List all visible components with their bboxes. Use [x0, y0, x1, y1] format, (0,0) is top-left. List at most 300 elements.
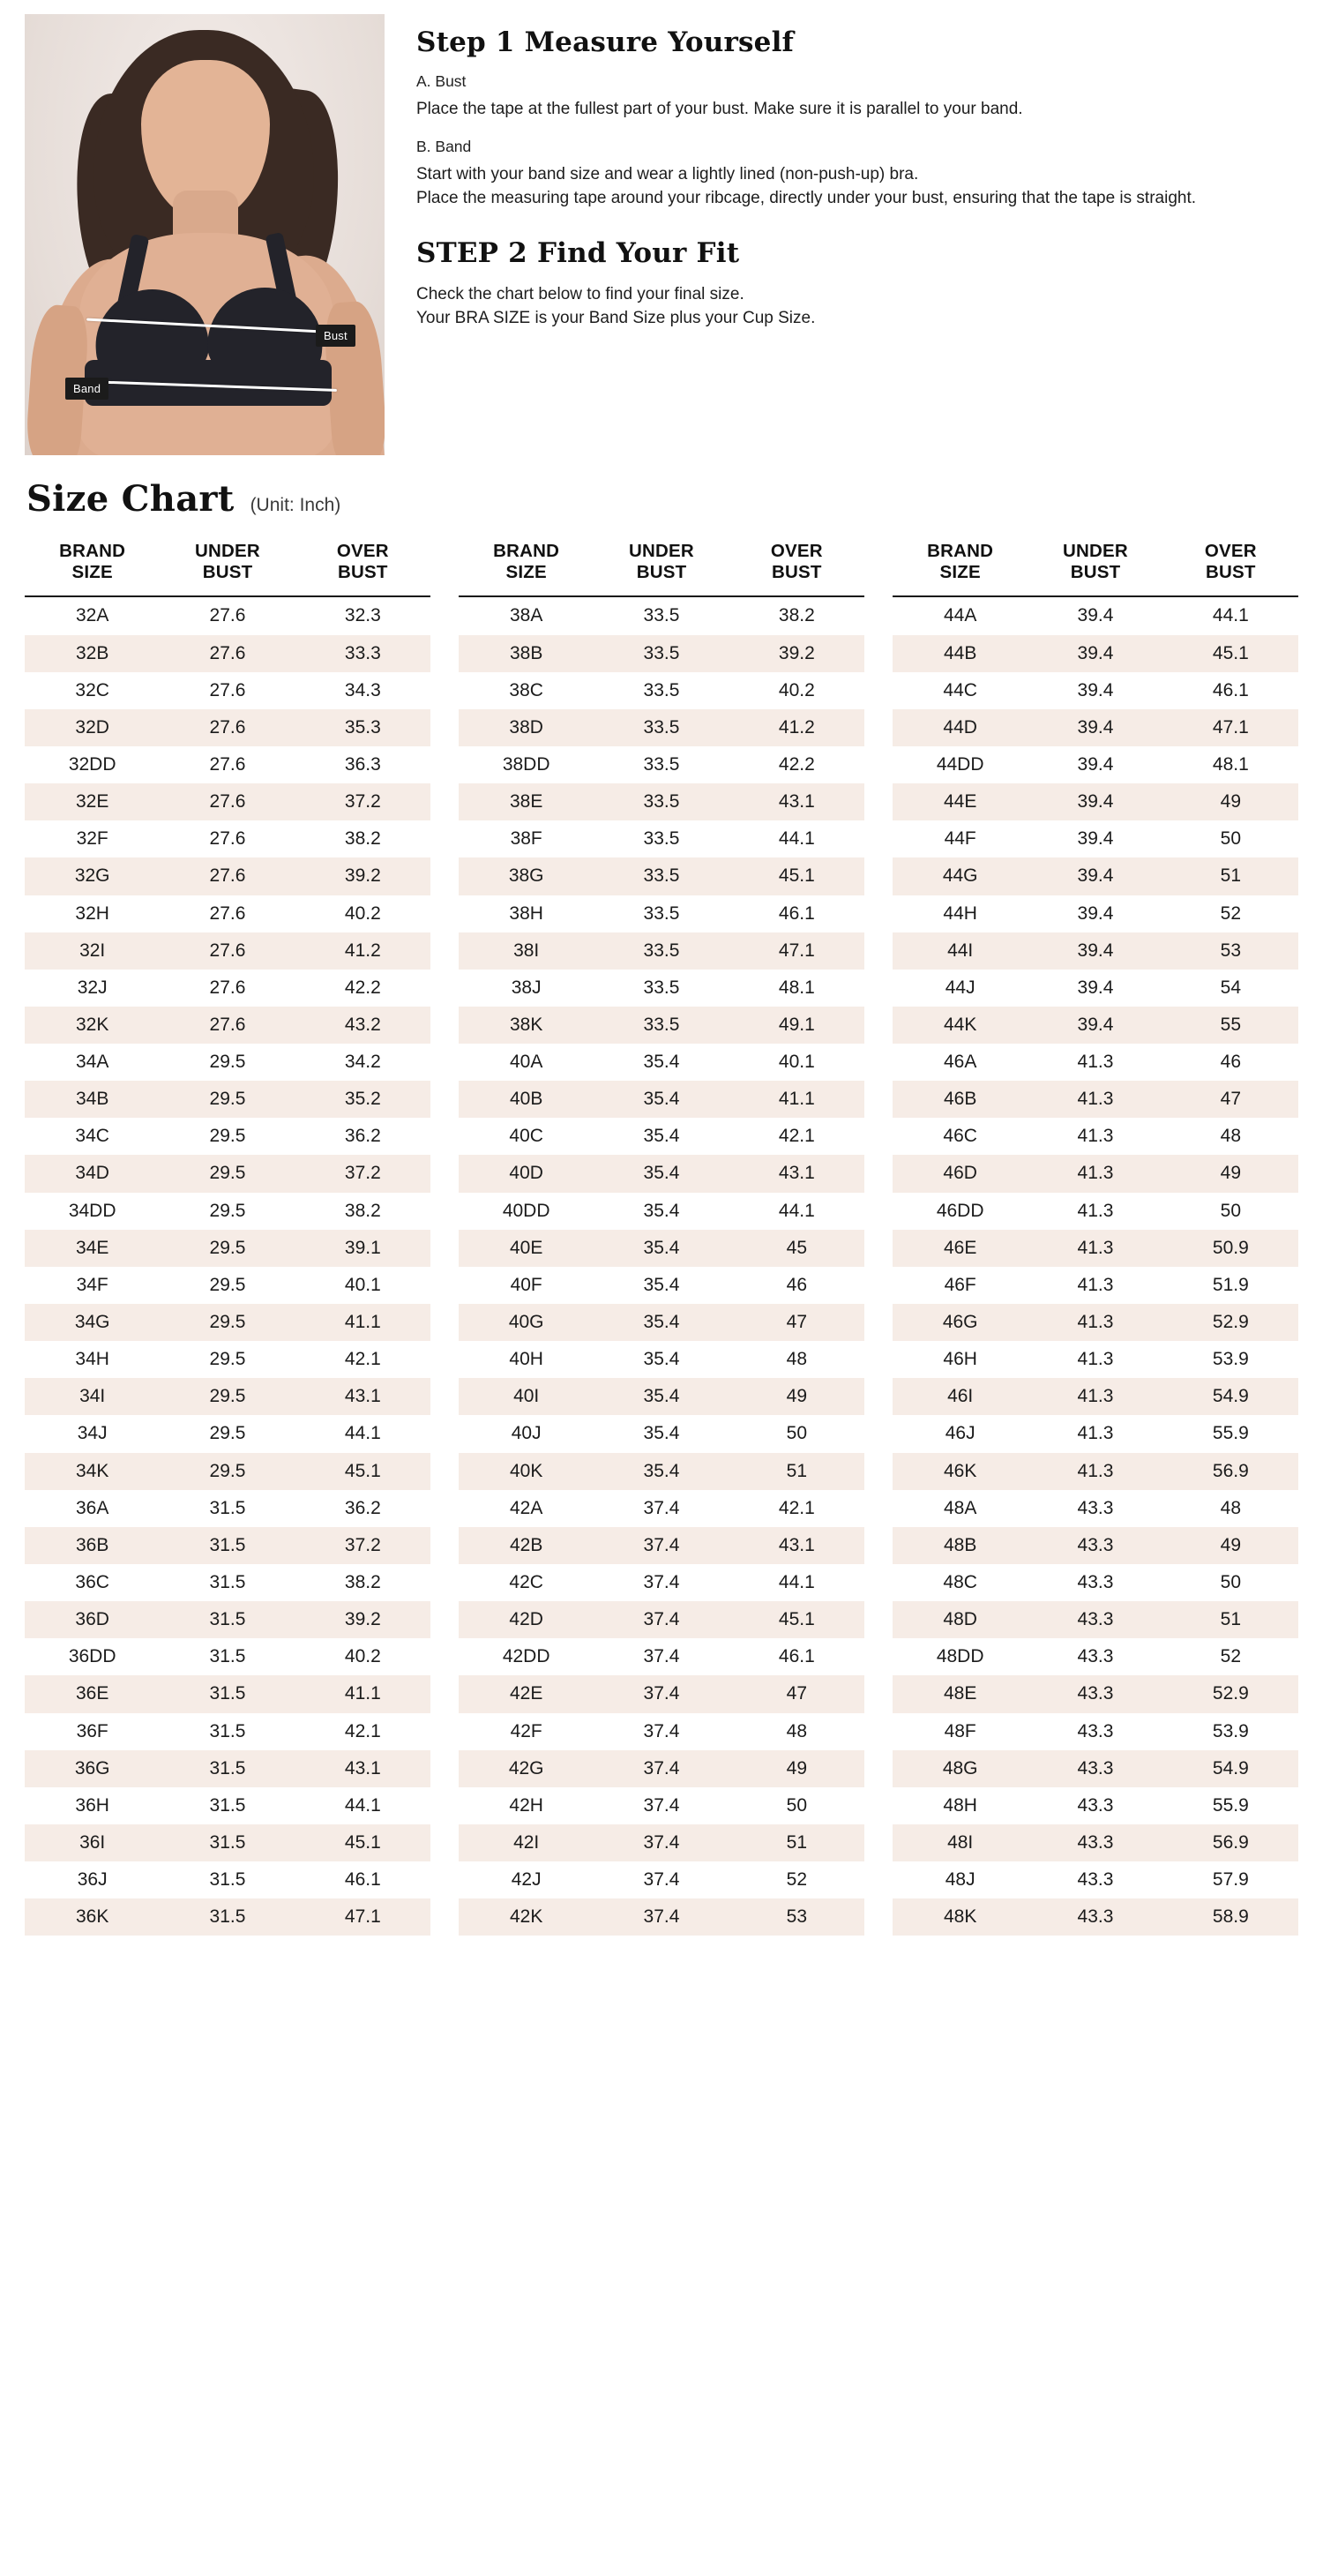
cell-under-bust: 27.6	[209, 716, 246, 738]
table-row	[893, 1044, 1298, 1081]
table-row	[25, 1750, 430, 1787]
cell-over-bust: 53.9	[1212, 1720, 1249, 1741]
cell-brand-size: 32B	[75, 642, 109, 663]
col-header-line: SIZE	[939, 562, 981, 583]
cell-brand-size: 38C	[509, 679, 543, 700]
cell-over-bust: 46	[1220, 1052, 1241, 1073]
table-row	[459, 1453, 864, 1490]
measure-instructions-section	[0, 0, 1323, 455]
table-row	[893, 783, 1298, 820]
cell-over-bust: 52	[786, 1869, 807, 1891]
cell-over-bust: 44.1	[344, 1794, 381, 1816]
table-row	[25, 1044, 430, 1081]
col-header-line: OVER	[1204, 541, 1257, 561]
table-row	[25, 1378, 430, 1415]
cell-brand-size: 40DD	[502, 1200, 550, 1221]
table-row	[459, 1787, 864, 1824]
col-header-line: BUST	[772, 562, 822, 583]
table-row	[893, 1713, 1298, 1750]
cell-over-bust: 42.1	[344, 1720, 381, 1741]
col-header-line: BUST	[1070, 562, 1121, 583]
cell-brand-size: 42F	[510, 1720, 542, 1741]
cell-over-bust: 39.2	[344, 865, 381, 887]
cell-over-bust: 48	[1220, 1126, 1241, 1147]
cell-brand-size: 44H	[943, 902, 977, 924]
cell-over-bust: 42.1	[344, 1349, 381, 1370]
table-row	[459, 783, 864, 820]
cell-under-bust: 43.3	[1077, 1497, 1114, 1518]
cell-under-bust: 39.4	[1077, 679, 1114, 700]
cell-brand-size: 40D	[509, 1163, 543, 1184]
cell-under-bust: 31.5	[209, 1646, 246, 1667]
cell-under-bust: 43.3	[1077, 1757, 1114, 1778]
cell-brand-size: 48B	[943, 1534, 977, 1555]
cell-over-bust: 54.9	[1212, 1386, 1249, 1407]
cell-brand-size: 40H	[509, 1349, 543, 1370]
table-row	[459, 1638, 864, 1675]
cell-brand-size: 46K	[943, 1460, 977, 1481]
cell-over-bust: 44.1	[778, 1200, 815, 1221]
cell-under-bust: 35.4	[643, 1349, 680, 1370]
cell-under-bust: 41.3	[1077, 1089, 1114, 1110]
size-table-1	[25, 532, 430, 1936]
cell-brand-size: 34A	[75, 1052, 109, 1073]
table-row	[25, 1193, 430, 1230]
table-row	[893, 1453, 1298, 1490]
table-row	[25, 709, 430, 746]
table-row	[25, 1341, 430, 1378]
table-row	[893, 1750, 1298, 1787]
cell-brand-size: 40C	[509, 1126, 543, 1147]
band-sublabel: B. Band	[416, 137, 472, 155]
table-row	[25, 1638, 430, 1675]
cell-over-bust: 47	[1220, 1089, 1241, 1110]
col-header-under-bust	[594, 532, 729, 596]
table-row	[893, 1081, 1298, 1118]
table-row	[459, 1267, 864, 1304]
table-row	[25, 1824, 430, 1861]
cell-over-bust: 36.2	[344, 1126, 381, 1147]
cell-brand-size: 32G	[74, 865, 110, 887]
cell-under-bust: 39.4	[1077, 642, 1114, 663]
cell-over-bust: 50	[1220, 828, 1241, 850]
size-chart-header	[0, 455, 1323, 532]
cell-brand-size: 40E	[509, 1237, 543, 1258]
cell-under-bust: 35.4	[643, 1386, 680, 1407]
band-instruction-line2: Place the measuring tape around your ribcage, directly under your bust, ensuring that the tape is straight.	[416, 188, 1197, 207]
cell-under-bust: 43.3	[1077, 1683, 1114, 1704]
cell-under-bust: 29.5	[209, 1386, 246, 1407]
cell-over-bust: 45.1	[778, 865, 815, 887]
cell-over-bust: 40.1	[344, 1274, 381, 1295]
cell-under-bust: 31.5	[209, 1869, 246, 1891]
table-row	[25, 1861, 430, 1898]
table-row	[25, 820, 430, 857]
table-row	[893, 1490, 1298, 1527]
cell-brand-size: 32K	[75, 1014, 109, 1035]
table-row	[25, 1601, 430, 1638]
cell-under-bust: 29.5	[209, 1126, 246, 1147]
cell-under-bust: 39.4	[1077, 1014, 1114, 1035]
table-row	[459, 1527, 864, 1564]
cell-under-bust: 37.4	[643, 1720, 680, 1741]
cell-brand-size: 48DD	[936, 1646, 984, 1667]
table-row	[459, 1304, 864, 1341]
cell-brand-size: 46A	[943, 1052, 977, 1073]
cell-brand-size: 48I	[947, 1832, 974, 1853]
cell-brand-size: 44I	[947, 940, 974, 961]
cell-brand-size: 34B	[75, 1089, 109, 1110]
cell-brand-size: 48C	[943, 1572, 977, 1593]
cell-over-bust: 42.1	[778, 1126, 815, 1147]
cell-brand-size: 42B	[509, 1534, 543, 1555]
cell-over-bust: 41.1	[778, 1089, 815, 1110]
cell-over-bust: 43.1	[778, 1163, 815, 1184]
cell-under-bust: 35.4	[643, 1052, 680, 1073]
table-row	[25, 1304, 430, 1341]
cell-under-bust: 29.5	[209, 1274, 246, 1295]
cell-over-bust: 47.1	[1212, 716, 1249, 738]
cell-over-bust: 49	[1220, 1534, 1241, 1555]
cell-under-bust: 33.5	[643, 753, 680, 775]
cell-under-bust: 29.5	[209, 1312, 246, 1333]
cell-under-bust: 39.4	[1077, 753, 1114, 775]
table-row	[893, 1341, 1298, 1378]
cell-brand-size: 38K	[509, 1014, 543, 1035]
table-row	[459, 1081, 864, 1118]
table-row	[459, 1601, 864, 1638]
table-row	[25, 635, 430, 672]
cell-over-bust: 42.1	[778, 1497, 815, 1518]
cell-brand-size: 48D	[943, 1609, 977, 1630]
cell-over-bust: 51	[786, 1832, 807, 1853]
col-header-line: OVER	[770, 541, 823, 561]
table-row	[893, 635, 1298, 672]
size-tables	[0, 532, 1323, 1960]
cell-brand-size: 40I	[513, 1386, 540, 1407]
cell-over-bust: 47	[786, 1683, 807, 1704]
cell-under-bust: 43.3	[1077, 1906, 1114, 1928]
table-row	[459, 672, 864, 709]
cell-over-bust: 53	[786, 1906, 807, 1928]
cell-over-bust: 57.9	[1212, 1869, 1249, 1891]
table-row	[25, 1713, 430, 1750]
cell-over-bust: 58.9	[1212, 1906, 1249, 1928]
table-row	[25, 1230, 430, 1267]
cell-under-bust: 33.5	[643, 716, 680, 738]
cell-brand-size: 38J	[511, 977, 542, 998]
cell-under-bust: 41.3	[1077, 1460, 1114, 1481]
cell-over-bust: 46.1	[344, 1869, 381, 1891]
cell-brand-size: 42I	[513, 1832, 540, 1853]
cell-brand-size: 32F	[76, 828, 108, 850]
cell-brand-size: 46F	[944, 1274, 976, 1295]
cell-over-bust: 53	[1220, 940, 1241, 961]
cell-brand-size: 42G	[508, 1757, 544, 1778]
table-row	[25, 932, 430, 970]
cell-over-bust: 44.1	[344, 1423, 381, 1444]
cell-over-bust: 40.2	[344, 902, 381, 924]
cell-over-bust: 35.2	[344, 1089, 381, 1110]
table-row	[459, 1007, 864, 1044]
cell-over-bust: 38.2	[778, 605, 815, 626]
cell-under-bust: 27.6	[209, 642, 246, 663]
cell-under-bust: 35.4	[643, 1423, 680, 1444]
cell-brand-size: 36B	[75, 1534, 109, 1555]
cell-brand-size: 46J	[945, 1423, 975, 1444]
cell-brand-size: 48G	[942, 1757, 978, 1778]
cell-brand-size: 44B	[943, 642, 977, 663]
cell-brand-size: 38A	[509, 605, 543, 626]
cell-under-bust: 29.5	[209, 1349, 246, 1370]
table-row	[459, 857, 864, 895]
cell-under-bust: 39.4	[1077, 865, 1114, 887]
cell-brand-size: 32J	[77, 977, 108, 998]
cell-under-bust: 43.3	[1077, 1832, 1114, 1853]
cell-over-bust: 52.9	[1212, 1683, 1249, 1704]
cell-over-bust: 45.1	[344, 1460, 381, 1481]
cell-under-bust: 41.3	[1077, 1237, 1114, 1258]
cell-under-bust: 43.3	[1077, 1534, 1114, 1555]
cell-under-bust: 35.4	[643, 1312, 680, 1333]
cell-brand-size: 36G	[74, 1757, 110, 1778]
cell-under-bust: 37.4	[643, 1832, 680, 1853]
cell-under-bust: 33.5	[643, 642, 680, 663]
cell-over-bust: 39.2	[778, 642, 815, 663]
cell-under-bust: 43.3	[1077, 1794, 1114, 1816]
cell-over-bust: 49.1	[778, 1014, 815, 1035]
cell-over-bust: 47.1	[344, 1906, 381, 1928]
cell-under-bust: 27.6	[209, 679, 246, 700]
cell-brand-size: 34E	[75, 1237, 109, 1258]
cell-under-bust: 29.5	[209, 1089, 246, 1110]
cell-brand-size: 36J	[77, 1869, 108, 1891]
cell-over-bust: 43.2	[344, 1014, 381, 1035]
table-row	[893, 1675, 1298, 1712]
table-row	[893, 820, 1298, 857]
table-row	[459, 1490, 864, 1527]
cell-under-bust: 41.3	[1077, 1126, 1114, 1147]
cell-over-bust: 48	[786, 1720, 807, 1741]
table-row	[893, 1527, 1298, 1564]
table-row	[459, 932, 864, 970]
cell-under-bust: 27.6	[209, 791, 246, 812]
step2-line1: Check the chart below to find your final size.	[416, 284, 744, 303]
cell-over-bust: 40.1	[778, 1052, 815, 1073]
cell-brand-size: 48F	[944, 1720, 976, 1741]
cell-under-bust: 31.5	[209, 1609, 246, 1630]
cell-under-bust: 31.5	[209, 1534, 246, 1555]
cell-under-bust: 41.3	[1077, 1423, 1114, 1444]
cell-over-bust: 49	[1220, 791, 1241, 812]
cell-brand-size: 32C	[75, 679, 109, 700]
table-row	[25, 1490, 430, 1527]
cell-brand-size: 38DD	[502, 753, 550, 775]
cell-brand-size: 36H	[75, 1794, 109, 1816]
cell-over-bust: 37.2	[344, 1163, 381, 1184]
cell-over-bust: 55.9	[1212, 1794, 1249, 1816]
table-row	[893, 1564, 1298, 1601]
cell-under-bust: 33.5	[643, 977, 680, 998]
cell-brand-size: 42J	[511, 1869, 542, 1891]
cell-brand-size: 46C	[943, 1126, 977, 1147]
cell-brand-size: 32A	[75, 605, 109, 626]
cell-brand-size: 42H	[509, 1794, 543, 1816]
cell-over-bust: 35.3	[344, 716, 381, 738]
cell-under-bust: 35.4	[643, 1089, 680, 1110]
cell-brand-size: 44J	[945, 977, 975, 998]
col-header-line: BUST	[202, 562, 253, 583]
table-row	[893, 1230, 1298, 1267]
table-row	[893, 970, 1298, 1007]
cell-over-bust: 55.9	[1212, 1423, 1249, 1444]
cell-brand-size: 32H	[75, 902, 109, 924]
cell-over-bust: 52.9	[1212, 1312, 1249, 1333]
cell-under-bust: 43.3	[1077, 1572, 1114, 1593]
table-row	[25, 857, 430, 895]
col-header-line: SIZE	[505, 562, 547, 583]
cell-under-bust: 31.5	[209, 1683, 246, 1704]
cell-brand-size: 44E	[943, 791, 977, 812]
cell-brand-size: 38F	[510, 828, 542, 850]
cell-under-bust: 35.4	[643, 1163, 680, 1184]
cell-under-bust: 37.4	[643, 1534, 680, 1555]
cell-under-bust: 43.3	[1077, 1609, 1114, 1630]
cell-over-bust: 49	[786, 1386, 807, 1407]
cell-under-bust: 35.4	[643, 1274, 680, 1295]
cell-under-bust: 43.3	[1077, 1646, 1114, 1667]
cell-over-bust: 47.1	[778, 940, 815, 961]
cell-over-bust: 51	[1220, 865, 1241, 887]
cell-brand-size: 38G	[508, 865, 544, 887]
cell-under-bust: 37.4	[643, 1646, 680, 1667]
cell-under-bust: 27.6	[209, 865, 246, 887]
cell-brand-size: 48J	[945, 1869, 975, 1891]
cell-brand-size: 40B	[509, 1089, 543, 1110]
cell-under-bust: 29.5	[209, 1460, 246, 1481]
cell-over-bust: 44.1	[1212, 605, 1249, 626]
cell-over-bust: 47	[786, 1312, 807, 1333]
cell-over-bust: 46.1	[778, 1646, 815, 1667]
cell-over-bust: 40.2	[344, 1646, 381, 1667]
cell-brand-size: 46B	[943, 1089, 977, 1110]
col-header-line: SIZE	[71, 562, 113, 583]
col-header-line: BRAND	[493, 541, 560, 561]
cell-over-bust: 54.9	[1212, 1757, 1249, 1778]
cell-under-bust: 27.6	[209, 977, 246, 998]
table-row	[25, 746, 430, 783]
cell-under-bust: 39.4	[1077, 977, 1114, 998]
cell-under-bust: 31.5	[209, 1794, 246, 1816]
cell-brand-size: 38B	[509, 642, 543, 663]
cell-over-bust: 41.1	[344, 1312, 381, 1333]
cell-over-bust: 56.9	[1212, 1460, 1249, 1481]
cell-under-bust: 37.4	[643, 1609, 680, 1630]
cell-under-bust: 41.3	[1077, 1163, 1114, 1184]
table-row	[459, 709, 864, 746]
cell-brand-size: 46E	[943, 1237, 977, 1258]
cell-brand-size: 48K	[943, 1906, 977, 1928]
cell-under-bust: 33.5	[643, 1014, 680, 1035]
cell-over-bust: 40.2	[778, 679, 815, 700]
table-header-row	[893, 532, 1298, 596]
col-header-line: OVER	[336, 541, 389, 561]
cell-brand-size: 40J	[511, 1423, 542, 1444]
cell-brand-size: 44DD	[936, 753, 984, 775]
cell-brand-size: 34H	[75, 1349, 109, 1370]
cell-brand-size: 46I	[947, 1386, 974, 1407]
table-row	[459, 1898, 864, 1936]
cell-under-bust: 33.5	[643, 679, 680, 700]
cell-under-bust: 41.3	[1077, 1312, 1114, 1333]
table-row	[893, 709, 1298, 746]
cell-under-bust: 41.3	[1077, 1274, 1114, 1295]
cell-under-bust: 27.6	[209, 605, 246, 626]
cell-under-bust: 31.5	[209, 1497, 246, 1518]
cell-under-bust: 33.5	[643, 828, 680, 850]
cell-under-bust: 37.4	[643, 1572, 680, 1593]
cell-under-bust: 43.3	[1077, 1869, 1114, 1891]
cell-brand-size: 36I	[79, 1832, 106, 1853]
cell-under-bust: 39.4	[1077, 605, 1114, 626]
cell-over-bust: 43.1	[344, 1386, 381, 1407]
table-row	[25, 1081, 430, 1118]
bust-instruction: Place the tape at the fullest part of your bust. Make sure it is parallel to your band.	[416, 100, 1023, 118]
table-row	[893, 596, 1298, 634]
cell-under-bust: 29.5	[209, 1237, 246, 1258]
cell-under-bust: 29.5	[209, 1423, 246, 1444]
col-header-line: BUST	[1206, 562, 1256, 583]
cell-over-bust: 42.2	[344, 977, 381, 998]
bust-sublabel: A. Bust	[416, 72, 467, 90]
table-row	[25, 1564, 430, 1601]
col-header-over-bust	[729, 532, 864, 596]
table-row	[459, 1750, 864, 1787]
cell-over-bust: 46.1	[1212, 679, 1249, 700]
cell-over-bust: 50.9	[1212, 1237, 1249, 1258]
cell-brand-size: 34F	[76, 1274, 108, 1295]
cell-brand-size: 34D	[75, 1163, 109, 1184]
col-header-under-bust	[160, 532, 295, 596]
cell-brand-size: 44A	[943, 605, 977, 626]
cell-under-bust: 35.4	[643, 1460, 680, 1481]
cell-under-bust: 37.4	[643, 1683, 680, 1704]
cell-over-bust: 39.1	[344, 1237, 381, 1258]
cell-under-bust: 37.4	[643, 1906, 680, 1928]
cell-brand-size: 48H	[943, 1794, 977, 1816]
cell-under-bust: 41.3	[1077, 1349, 1114, 1370]
cell-over-bust: 48	[1220, 1497, 1241, 1518]
table-row	[893, 672, 1298, 709]
table-row	[25, 1415, 430, 1452]
cell-over-bust: 42.2	[778, 753, 815, 775]
table-row	[893, 857, 1298, 895]
cell-under-bust: 35.4	[643, 1237, 680, 1258]
table-row	[459, 635, 864, 672]
cell-under-bust: 37.4	[643, 1497, 680, 1518]
table-row	[893, 895, 1298, 932]
cell-under-bust: 35.4	[643, 1126, 680, 1147]
cell-under-bust: 41.3	[1077, 1200, 1114, 1221]
cell-brand-size: 42E	[509, 1683, 543, 1704]
cell-under-bust: 33.5	[643, 940, 680, 961]
cell-over-bust: 45	[786, 1237, 807, 1258]
cell-under-bust: 37.4	[643, 1869, 680, 1891]
table-row	[459, 1564, 864, 1601]
cell-brand-size: 44F	[944, 828, 976, 850]
cell-under-bust: 35.4	[643, 1200, 680, 1221]
cell-under-bust: 31.5	[209, 1832, 246, 1853]
